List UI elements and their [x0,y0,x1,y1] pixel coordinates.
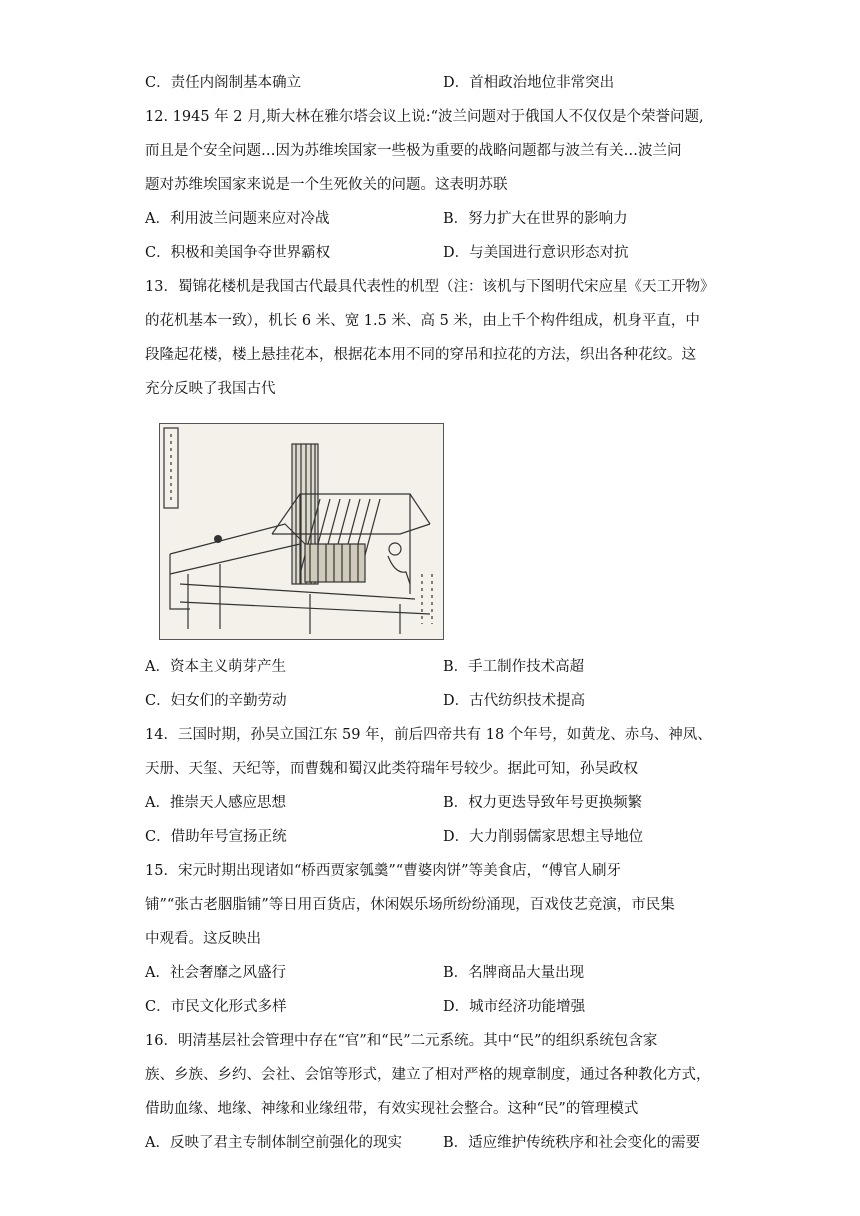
q16-stem-line-2: 族、乡族、乡约、会社、会馆等形式，建立了相对严格的规章制度，通过各种教化方式， [145,1067,711,1083]
loom-illustration [159,423,444,640]
q15-option-d: D．城市经济功能增强 [443,999,586,1015]
q13-stem-line-4: 充分反映了我国古代 [145,381,276,397]
q13-option-d: D．古代纺织技术提高 [443,693,586,709]
q12-option-a: A．利用波兰问题来应对冷战 [145,211,330,227]
q15-option-a: A．社会奢靡之风盛行 [145,965,286,981]
q14-stem-line-1: 14．三国时期，孙吴立国江东 59 年，前后四帝共有 18 个年号，如黄龙、赤乌、神凤、 [145,727,712,743]
q14-option-d: D．大力削弱儒家思想主导地位 [443,829,644,845]
q15-option-c: C．市民文化形式多样 [145,999,287,1015]
loom-drawing [160,424,443,639]
q11-option-c: C．责任内阁制基本确立 [145,75,302,91]
q12-option-c: C．积极和美国争夺世界霸权 [145,245,331,261]
q13-stem-line-2: 的花机基本一致），机长 6 米、宽 1.5 米、高 5 米，由上千个构件组成，机身平直，中 [145,313,700,329]
q14-stem-line-2: 天册、天玺、天纪等，而曹魏和蜀汉此类符瑞年号较少。据此可知，孙吴政权 [145,761,638,777]
q15-stem-line-1: 15．宋元时期出现诸如“桥西贾家瓠羹”“曹婆肉饼”等美食店，“傅官人刷牙 [145,863,622,879]
q14-option-c: C．借助年号宣扬正统 [145,829,287,845]
q16-option-b: B．适应维护传统秩序和社会变化的需要 [443,1135,701,1151]
q16-stem-line-1: 16．明清基层社会管理中存在“官”和“民”二元系统。其中“民”的组织系统包含家 [145,1033,658,1049]
q12-stem-line-3: 题对苏维埃国家来说是一个生死攸关的问题。这表明苏联 [145,177,508,193]
q16-option-a: A．反映了君主专制体制空前强化的现实 [145,1135,402,1151]
q14-option-a: A．推崇天人感应思想 [145,795,286,811]
q13-stem-line-3: 段隆起花楼，楼上悬挂花本，根据花本用不同的穿吊和拉花的方法，织出各种花纹。这 [145,347,696,363]
q12-stem-line-2: 而且是个安全问题…因为苏维埃国家一些极为重要的战略问题都与波兰有关…波兰问 [145,143,682,159]
q13-option-c: C．妇女们的辛勤劳动 [145,693,287,709]
q15-option-b: B．名牌商品大量出现 [443,965,585,981]
wheel-icon [214,535,222,543]
q15-stem-line-2: 铺”“张古老胭脂铺”等日用百货店，休闲娱乐场所纷纷涌现，百戏伎艺竞演，市民集 [145,897,675,913]
q11-option-d: D．首相政治地位非常突出 [443,75,615,91]
q13-option-b: B．手工制作技术高超 [443,659,585,675]
q16-stem-line-3: 借助血缘、地缘、神缘和业缘纽带，有效实现社会整合。这种“民”的管理模式 [145,1101,639,1117]
q15-stem-line-3: 中观看。这反映出 [145,931,261,947]
q12-stem-line-1: 12. 1945 年 2 月,斯大林在雅尔塔会议上说:“波兰问题对于俄国人不仅仅是个荣誉问题, [145,109,704,125]
q13-option-a: A．资本主义萌芽产生 [145,659,286,675]
q12-option-b: B．努力扩大在世界的影响力 [443,211,628,227]
q13-stem-line-1: 13．蜀锦花楼机是我国古代最具代表性的机型（注：该机与下图明代宋应星《天工开物》 [145,279,715,295]
q14-option-b: B．权力更迭导致年号更换频繁 [443,795,643,811]
q12-option-d: D．与美国进行意识形态对抗 [443,245,629,261]
